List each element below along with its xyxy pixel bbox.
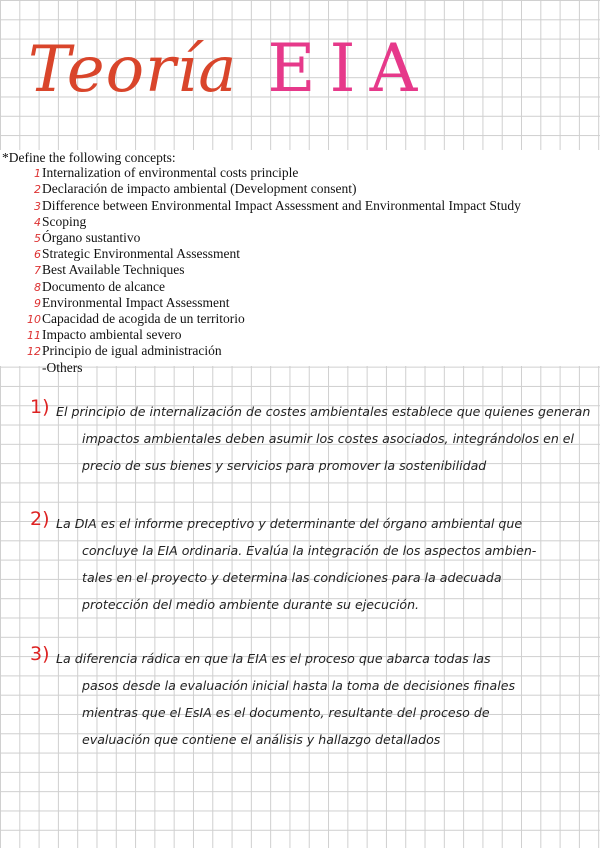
- concept-item: [26, 214, 600, 230]
- concept-item: [26, 230, 600, 246]
- answer-line: concluye la EIA ordinaria. Evalúa la integración de los aspectos ambien-: [82, 543, 537, 558]
- concept-number: 2: [34, 183, 41, 197]
- concept-text: Capacidad de acogida de un territorio: [42, 311, 245, 327]
- concept-item: [26, 311, 600, 327]
- answer-line: tales en el proyecto y determina las condiciones para la adecuada: [82, 570, 502, 585]
- concept-text: Documento de alcance: [42, 278, 165, 294]
- concept-number: 5: [34, 232, 41, 246]
- concept-text: Difference between Environmental Impact Assessment and Environmental Impact Study: [42, 197, 521, 213]
- concept-number: 3: [34, 199, 41, 213]
- concept-number: 12: [27, 345, 41, 359]
- concept-item: [26, 327, 600, 343]
- answer-line: impactos ambientales deben asumir los costes asociados, integrándolos en el: [82, 431, 575, 446]
- concept-text: Declaración de impacto ambiental (Development consent): [42, 181, 357, 197]
- concept-item: [26, 262, 600, 278]
- concept-item: [26, 343, 600, 359]
- answer-number: 1): [30, 396, 50, 418]
- concepts-list-panel: [0, 150, 600, 375]
- concept-text: Internalization of environmental costs principle: [42, 165, 299, 181]
- concept-item: [26, 246, 600, 262]
- answer-line: pasos desde la evaluación inicial hasta la toma de decisiones finales: [82, 678, 516, 693]
- concept-text: Strategic Environmental Assessment: [42, 246, 240, 262]
- answer-line: La DIA es el informe preceptivo y determinante del órgano ambiental que: [56, 516, 523, 531]
- concepts-list: [0, 165, 600, 359]
- concept-item: [26, 198, 600, 214]
- answer-line: precio de sus bienes y servicios para promover la sostenibilidad: [82, 458, 487, 473]
- answer-number: 2): [30, 508, 50, 530]
- concept-item: [26, 181, 600, 197]
- concept-number: 1: [34, 167, 41, 181]
- answer-line: La diferencia rádica en que la EIA es el proceso que abarca todas las: [56, 651, 491, 666]
- concept-item: [26, 295, 600, 311]
- answer-line: mientras que el EsIA es el documento, resultante del proceso de: [82, 705, 490, 720]
- page-title: [28, 30, 431, 107]
- concept-text: Órgano sustantivo: [42, 230, 141, 246]
- answer-number: 3): [30, 643, 50, 665]
- concepts-others: -Others: [42, 359, 83, 375]
- concept-text: Best Available Techniques: [42, 262, 185, 278]
- concept-number: 8: [34, 280, 41, 294]
- concept-text: Principio de igual administración: [42, 343, 222, 359]
- title-eia: EIA: [267, 30, 432, 107]
- concept-number: 4: [34, 215, 41, 229]
- answer-line: evaluación que contiene el análisis y hallazgo detallados: [82, 732, 441, 747]
- answer-2: [30, 510, 596, 618]
- concept-number: 9: [34, 296, 41, 310]
- concept-number: 6: [34, 248, 41, 262]
- concept-text: Scoping: [42, 213, 87, 229]
- concept-number: 7: [34, 264, 41, 278]
- concept-number: 11: [27, 329, 41, 343]
- answer-3: [30, 645, 596, 753]
- concept-text: Impacto ambiental severo: [42, 327, 182, 343]
- concept-number: 10: [27, 313, 41, 327]
- concept-text: Environmental Impact Assessment: [42, 294, 230, 310]
- concepts-heading: *Define the following concepts:: [2, 150, 176, 165]
- answer-1: [30, 398, 596, 479]
- concept-item: [26, 165, 600, 181]
- title-teoria: Teoría: [28, 33, 238, 107]
- concept-item: [26, 279, 600, 295]
- answer-line: protección del medio ambiente durante su ejecución.: [82, 597, 420, 612]
- answer-line: El principio de internalización de costes ambientales establece que quienes generan: [56, 404, 591, 419]
